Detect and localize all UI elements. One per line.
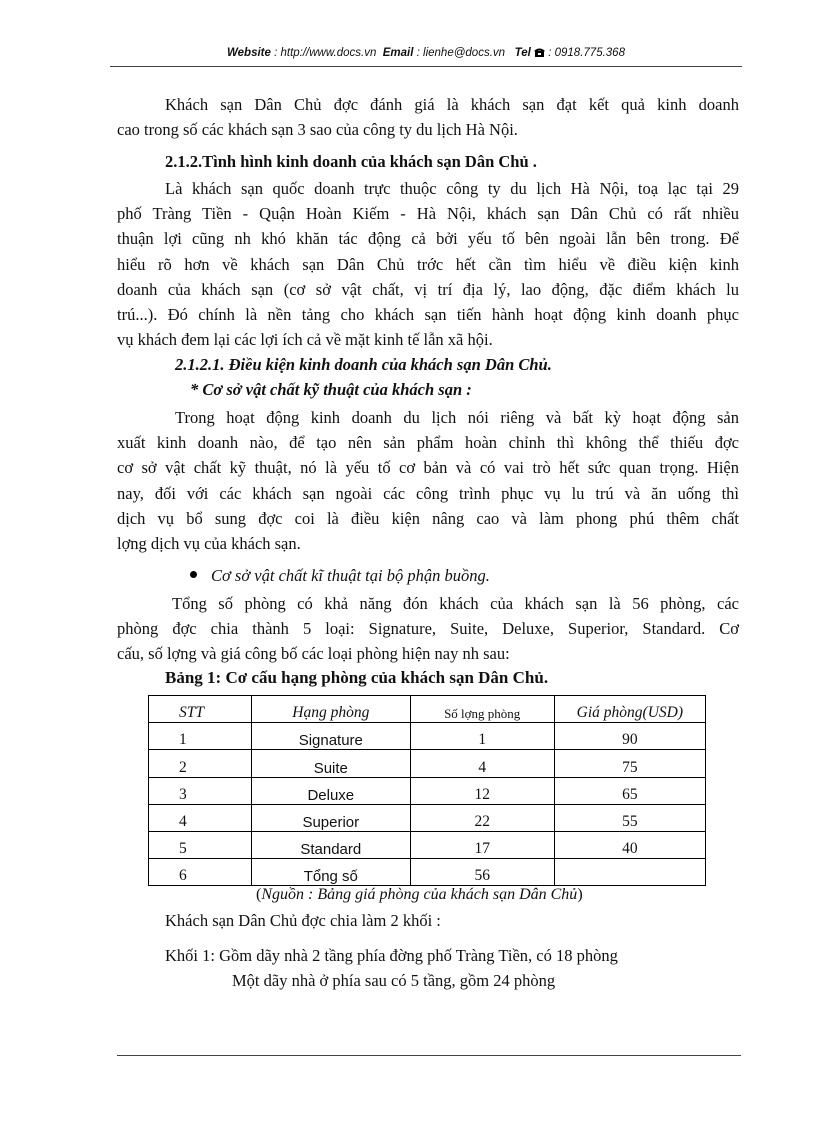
paragraph-facilities <box>117 405 739 556</box>
text-line: cơ sở vật chất kỹ thuật, nó là yếu tố cơ bản và có vai trò hết sức quan trọng. Hiện <box>117 458 739 478</box>
section-heading-2-1-2-1: 2.1.2.1. Điều kiện kinh doanh của khách sạn Dân Chủ. <box>175 355 552 374</box>
email-value[interactable]: : lienhe@docs.vn <box>416 47 506 59</box>
cell-stt: 2 <box>149 750 252 777</box>
header-cell-room-class: Hạng phòng <box>251 696 410 723</box>
website-value[interactable]: : http://www.docs.vn <box>274 47 377 59</box>
text-line: cấu, số lợng và giá công bố các loại phòng hiện nay nh sau: <box>117 644 510 664</box>
section-heading-2-1-2: 2.1.2.Tình hình kinh doanh của khách sạn Dân Chủ . <box>165 152 537 171</box>
website-label: Website <box>227 47 271 59</box>
text-line: xuất kinh doanh nào, để tạo nên sản phẩm hoàn chỉnh thì không thể thiếu đợc <box>117 433 739 453</box>
subheading-facilities: * Cơ sở vật chất kỹ thuật của khách sạn : <box>190 380 472 399</box>
cell-stt: 3 <box>149 777 252 804</box>
bullet-room-facilities <box>190 566 490 586</box>
cell-room-count: 22 <box>410 804 554 831</box>
source-open-paren: ( <box>256 886 262 903</box>
cell-room-price: 65 <box>554 777 705 804</box>
text-line: lợng dịch vụ của khách sạn. <box>117 534 301 554</box>
cell-room-price: 90 <box>554 723 705 750</box>
cell-stt: 4 <box>149 804 252 831</box>
cell-room-price: 40 <box>554 831 705 858</box>
cell-room-price: 75 <box>554 750 705 777</box>
cell-room-count: 1 <box>410 723 554 750</box>
text-line: dịch vụ bổ sung đợc coi là điều kiện nâng cao và làm phong phú thêm chất <box>117 508 739 528</box>
cell-room-count: 17 <box>410 831 554 858</box>
text-line: Trong hoạt động kinh doanh du lịch nói riêng và bất kỳ hoạt động sản <box>175 408 739 427</box>
cell-stt: 6 <box>149 859 252 886</box>
header-cell-room-price: Giá phòng(USD) <box>554 696 705 723</box>
text-line: thuận lợi cũng nh khó khăn tác động cả bởi yếu tố bên ngoài lẫn bên trong. Để <box>117 229 739 249</box>
table-header-row <box>149 696 706 723</box>
cell-room-class: Tổng số <box>251 859 410 886</box>
footer-rule <box>117 1055 741 1056</box>
table-row <box>149 750 706 777</box>
table-row <box>149 723 706 750</box>
table-row <box>149 831 706 858</box>
header-rule <box>110 66 742 67</box>
cell-room-class: Deluxe <box>251 777 410 804</box>
text-line: Là khách sạn quốc doanh trực thuộc công ty du lịch Hà Nội, toạ lạc tại 29 <box>165 179 739 198</box>
source-text: Nguồn : Bảng giá phòng của khách sạn Dân Chủ <box>261 886 578 903</box>
tel-value: : 0918.775.368 <box>548 47 625 59</box>
text-line: cao trong số các khách sạn 3 sao của công ty du lịch Hà Nội. <box>117 120 518 140</box>
block1-line2: Một dãy nhà ở phía sau có 5 tầng, gồm 24 phòng <box>232 971 556 990</box>
table-caption: Bảng 1: Cơ cấu hạng phòng của khách sạn Dân Chủ. <box>165 668 549 687</box>
room-structure-table <box>148 695 706 886</box>
cell-room-count: 56 <box>410 859 554 886</box>
text-line: nay, đối với các khách sạn ngoài các công trình phục vụ lu trú và ăn uống thì <box>117 483 739 503</box>
text-line: doanh của khách sạn (cơ sở vật chất, vị trí địa lý, lao động, đặc điểm khách lu <box>117 279 739 299</box>
text-line: vụ khách đem lại các lợi ích cả về mặt kinh tế lẫn xã hội. <box>117 330 493 350</box>
tel-label: Tel <box>514 47 531 59</box>
page-header <box>110 47 742 59</box>
cell-stt: 1 <box>149 723 252 750</box>
phone-icon <box>534 47 545 57</box>
text-line: trú...). Đó chính là nền tảng cho khách sạn tiến hành hoạt động kinh doanh phục <box>117 305 739 325</box>
source-close-paren: ) <box>577 886 583 903</box>
header-cell-stt: STT <box>149 696 252 723</box>
table-row-total <box>149 859 706 886</box>
text-line: phòng đợc chia thành 5 loại: Signature, Suite, Deluxe, Superior, Standard. Cơ <box>117 619 739 639</box>
cell-stt: 5 <box>149 831 252 858</box>
bullet-dot-icon <box>190 571 197 578</box>
paragraph-intro <box>117 92 739 142</box>
text-line: hiểu rõ hơn về khách sạn Dân Chủ trớc hết cần tìm hiểu về điều kiện kinh <box>117 254 739 274</box>
text-line: phố Tràng Tiền - Quận Hoàn Kiếm - Hà Nội, khách sạn Dân Chủ có rất nhiều <box>117 204 739 224</box>
text-line: Khách sạn Dân Chủ đợc đánh giá là khách sạn đạt kết quả kinh doanh <box>165 95 739 114</box>
table-row <box>149 777 706 804</box>
cell-room-price <box>554 859 705 886</box>
cell-room-count: 4 <box>410 750 554 777</box>
paragraph-business-situation <box>117 176 739 352</box>
cell-room-class: Standard <box>251 831 410 858</box>
text-line: Tổng số phòng có khả năng đón khách của khách sạn là 56 phòng, các <box>172 594 739 613</box>
paragraph-blocks: Khách sạn Dân Chủ đợc chia làm 2 khối : <box>165 911 441 930</box>
table-row <box>149 804 706 831</box>
cell-room-class: Signature <box>251 723 410 750</box>
table-source-note <box>256 886 583 904</box>
header-cell-room-count: Số lợng phòng <box>410 696 554 723</box>
email-label: Email <box>382 47 414 59</box>
cell-room-price: 55 <box>554 804 705 831</box>
cell-room-class: Suite <box>251 750 410 777</box>
paragraph-rooms <box>117 591 739 667</box>
cell-room-count: 12 <box>410 777 554 804</box>
cell-room-class: Superior <box>251 804 410 831</box>
block1-line1: Khối 1: Gồm dãy nhà 2 tầng phía đờng phố Tràng Tiền, có 18 phòng <box>165 946 618 965</box>
bullet-text: Cơ sở vật chất kĩ thuật tại bộ phận buồng. <box>211 566 490 585</box>
